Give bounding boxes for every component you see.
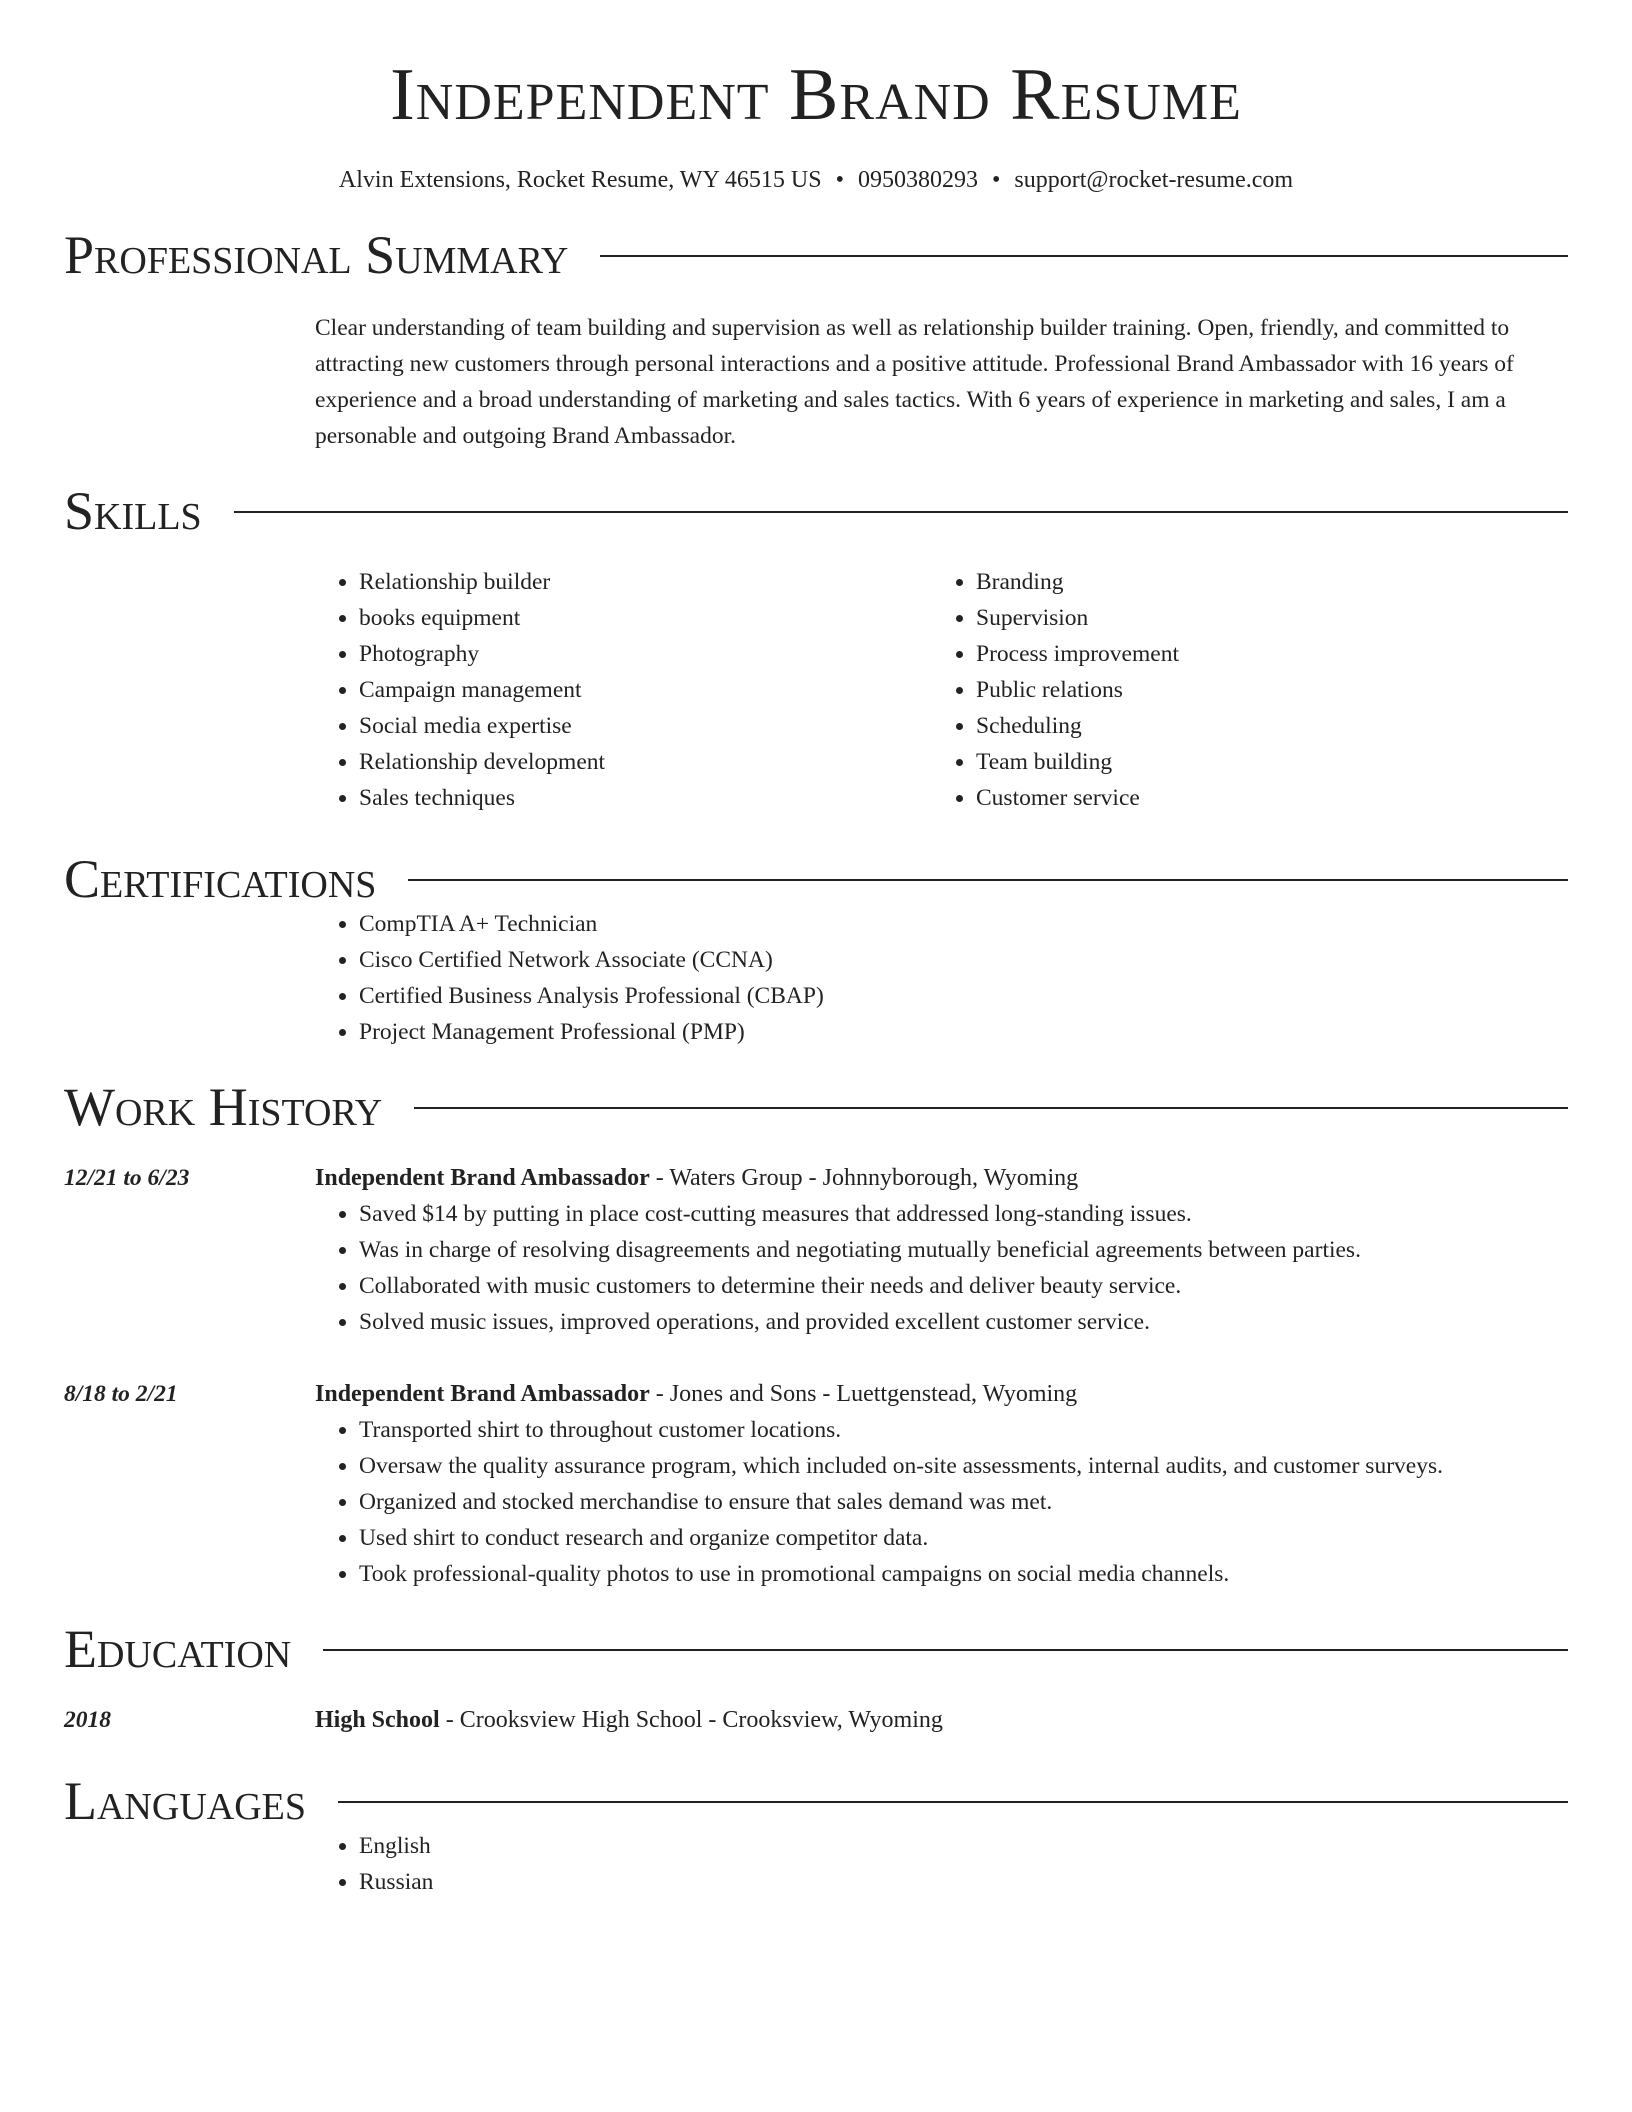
- language-item: • Russian: [359, 1864, 1568, 1900]
- job-title-line: [315, 1160, 1568, 1196]
- certification-item: • Project Management Professional (PMP): [359, 1014, 1568, 1050]
- section-divider: [323, 1649, 1568, 1651]
- skill-item: • Scheduling: [976, 708, 1549, 744]
- skill-item: • Team building: [976, 744, 1549, 780]
- skills-list-left: [315, 564, 932, 816]
- skills-column-left: [315, 564, 932, 816]
- skills-heading: [64, 481, 1568, 541]
- certifications-title: Certifications: [64, 849, 377, 909]
- certification-item: • CompTIA A+ Technician: [359, 906, 1568, 942]
- responsibility-item: • Saved $14 by putting in place cost-cutting measures that addressed long-standing issues.: [359, 1196, 1568, 1232]
- language-item: • English: [359, 1828, 1568, 1864]
- summary-title: Professional Summary: [64, 225, 569, 285]
- languages-section: [64, 1771, 1568, 1900]
- certification-item: • Cisco Certified Network Associate (CCNA): [359, 942, 1568, 978]
- education-title: Education: [64, 1619, 292, 1679]
- skill-item: • Customer service: [976, 780, 1549, 816]
- section-divider: [234, 511, 1568, 513]
- skill-item: • Photography: [359, 636, 932, 672]
- contact-email: support@rocket-resume.com: [1014, 167, 1294, 193]
- education-entry: [64, 1702, 1568, 1738]
- summary-heading: [64, 225, 1568, 285]
- summary-section: [64, 225, 1568, 454]
- certifications-body: [64, 906, 1568, 1050]
- skill-item: • Sales techniques: [359, 780, 932, 816]
- job-entry: [64, 1160, 1568, 1340]
- section-divider: [414, 1107, 1568, 1109]
- certifications-list: [315, 906, 1568, 1050]
- skill-item: • Process improvement: [976, 636, 1549, 672]
- education-date: 2018: [64, 1707, 111, 1733]
- summary-text: Clear understanding of team building and supervision as well as relationship builder training. Open, friendly, and committed to attracting new customers through personal interactions and a positive attitude. Professional Brand Ambassador with 16 years of experience and a broad understanding of marketing and sales tactics. With 6 years of experience in marketing and sales, I am a personable and outgoing Brand Ambassador.: [315, 315, 1514, 449]
- contact-phone: 0950380293: [857, 167, 978, 193]
- education-main: [315, 1702, 1568, 1738]
- skill-item: • Public relations: [976, 672, 1549, 708]
- job-role: Independent Brand Ambassador: [315, 1165, 650, 1191]
- skill-item: • Relationship builder: [359, 564, 932, 600]
- section-divider: [338, 1801, 1568, 1803]
- responsibility-item: • Oversaw the quality assurance program, which included on-site assessments, internal audits, and customer surveys.: [359, 1448, 1568, 1484]
- contact-separator: •: [835, 167, 844, 193]
- resume-name: Independent Brand Resume: [390, 54, 1242, 136]
- section-divider: [408, 879, 1568, 881]
- responsibility-item: • Used shirt to conduct research and organize competitor data.: [359, 1520, 1568, 1556]
- responsibility-item: • Organized and stocked merchandise to ensure that sales demand was met.: [359, 1484, 1568, 1520]
- skill-item: • books equipment: [359, 600, 932, 636]
- skill-item: • Branding: [976, 564, 1549, 600]
- skills-grid: [315, 564, 1568, 816]
- skill-item: • Relationship development: [359, 744, 932, 780]
- work-history-heading: [64, 1077, 1568, 1137]
- responsibility-item: • Took professional-quality photos to use in promotional campaigns on social media channels.: [359, 1556, 1568, 1592]
- skill-item: • Social media expertise: [359, 708, 932, 744]
- languages-title: Languages: [64, 1771, 306, 1831]
- certifications-heading: [64, 849, 1568, 909]
- skills-section: [64, 481, 1568, 816]
- contact-separator: •: [991, 167, 1001, 193]
- education-degree: High School: [315, 1707, 440, 1733]
- languages-heading: [64, 1771, 1568, 1831]
- skill-item: • Supervision: [976, 600, 1549, 636]
- job-entry: [64, 1376, 1568, 1592]
- section-divider: [600, 255, 1568, 257]
- skill-item: • Campaign management: [359, 672, 932, 708]
- work-history-section: [64, 1077, 1568, 1592]
- job-role: Independent Brand Ambassador: [315, 1381, 650, 1407]
- job-main: [315, 1160, 1568, 1340]
- job-dates: 12/21 to 6/23: [64, 1165, 190, 1191]
- job-responsibilities: [315, 1196, 1568, 1340]
- responsibility-item: • Transported shirt to throughout customer locations.: [359, 1412, 1568, 1448]
- languages-body: [64, 1828, 1568, 1900]
- work-history-title: Work History: [64, 1077, 383, 1137]
- responsibility-item: • Solved music issues, improved operations, and provided excellent customer service.: [359, 1304, 1568, 1340]
- summary-body: [64, 310, 1568, 454]
- languages-list: [315, 1828, 1568, 1900]
- skills-column-right: [932, 564, 1549, 816]
- job-details: - Waters Group - Johnnyborough, Wyoming: [649, 1165, 1079, 1191]
- contact-line: [64, 168, 1568, 192]
- job-details: - Jones and Sons - Luettgenstead, Wyoming: [649, 1381, 1078, 1407]
- education-line: [315, 1702, 1568, 1738]
- education-heading: [64, 1619, 1568, 1679]
- certifications-section: [64, 849, 1568, 1050]
- skills-title: Skills: [64, 481, 202, 541]
- job-dates: 8/18 to 2/21: [64, 1381, 178, 1407]
- skills-body: [64, 564, 1568, 816]
- responsibility-item: • Was in charge of resolving disagreements and negotiating mutually beneficial agreements between parties.: [359, 1232, 1568, 1268]
- job-responsibilities: [315, 1412, 1568, 1592]
- job-title-line: [315, 1376, 1568, 1412]
- certification-item: • Certified Business Analysis Professional (CBAP): [359, 978, 1568, 1014]
- education-details: - Crooksview High School - Crooksview, Wyoming: [439, 1707, 943, 1733]
- contact-address: Alvin Extensions, Rocket Resume, WY 46515 US: [338, 167, 822, 193]
- skills-list-right: [932, 564, 1549, 816]
- job-main: [315, 1376, 1568, 1592]
- education-section: [64, 1619, 1568, 1738]
- responsibility-item: • Collaborated with music customers to determine their needs and deliver beauty service.: [359, 1268, 1568, 1304]
